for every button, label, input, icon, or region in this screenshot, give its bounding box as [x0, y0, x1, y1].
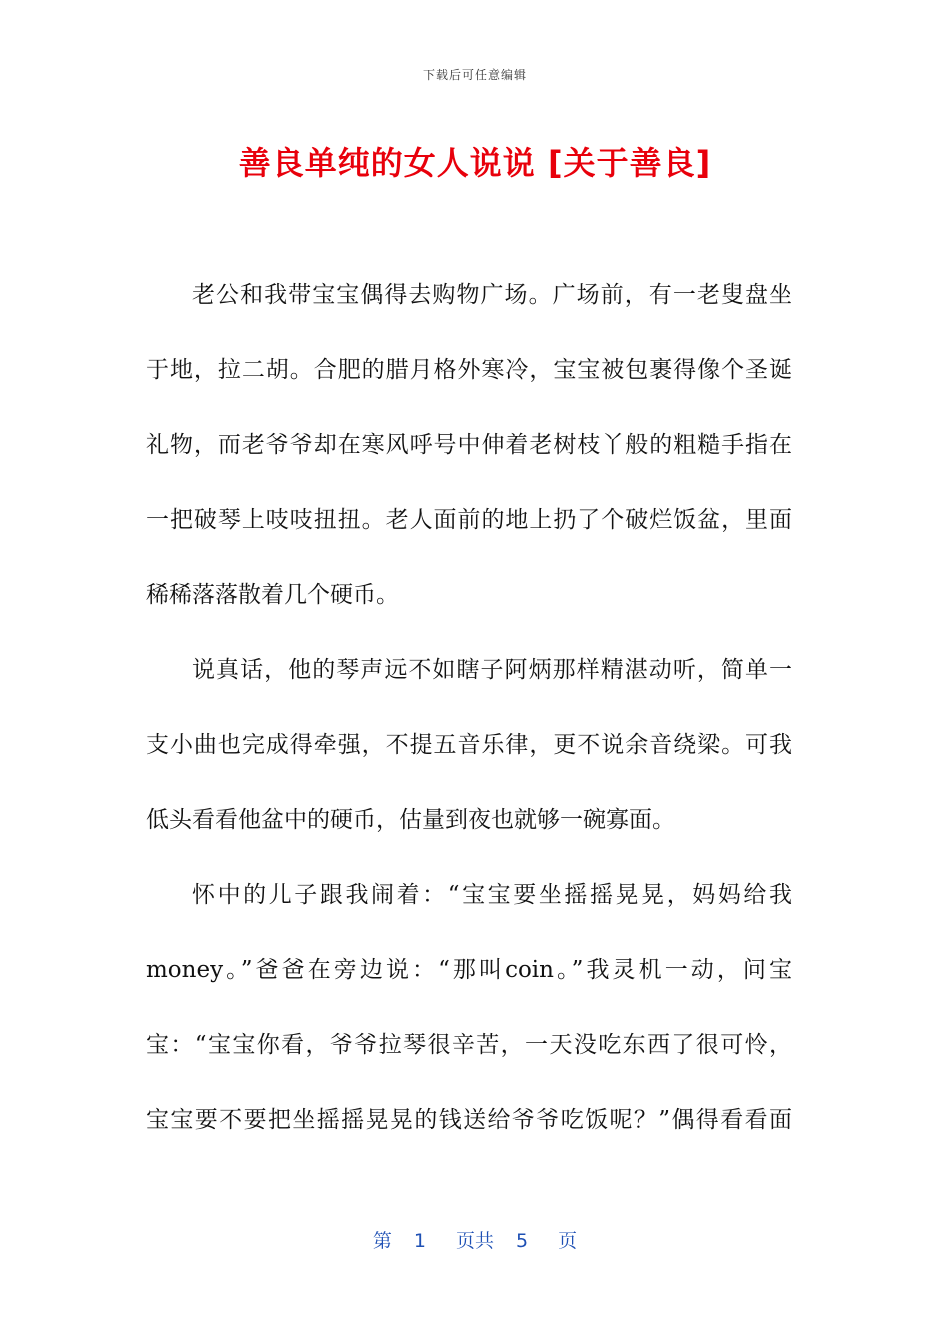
paragraph-3-line-4: 宝宝要不要把坐摇摇晃晃的钱送给爷爷吃饭呢？”偶得看看面: [146, 1107, 792, 1133]
page-footer: [0, 1226, 950, 1253]
document-body: [146, 258, 792, 1158]
paragraph-1-line-2: 于地，拉二胡。合肥的腊月格外寒冷，宝宝被包裹得像个圣诞: [146, 357, 792, 383]
paragraph-1-line-3: 礼物，而老爷爷却在寒风呼号中伸着老树枝丫般的粗糙手指在: [146, 432, 792, 458]
paragraph-3-line-1: 怀中的儿子跟我闹着：“宝宝要坐摇摇晃晃，妈妈给我: [192, 882, 792, 908]
paragraph-3-line-2: money。”爸爸在旁边说：“那叫coin。”我灵机一动，问宝: [146, 957, 792, 983]
paragraph-1-line-1: 老公和我带宝宝偶得去购物广场。广场前，有一老叟盘坐: [192, 282, 792, 308]
paragraph-2-line-2: 支小曲也完成得牵强，不提五音乐律，更不说余音绕梁。可我: [146, 732, 792, 758]
paragraph-3-line-3: 宝：“宝宝你看，爷爷拉琴很辛苦，一天没吃东西了很可怜，: [146, 1032, 792, 1058]
footer-total-pages: 5: [516, 1230, 529, 1252]
page-header-note: 下载后可任意编辑: [422, 68, 527, 82]
footer-page-number: 1: [413, 1230, 426, 1252]
paragraph-1-line-4: 一把破琴上吱吱扭扭。老人面前的地上扔了个破烂饭盆，里面: [146, 507, 792, 533]
footer-page-suffix: 页: [558, 1230, 578, 1252]
paragraph-2-line-1: 说真话，他的琴声远不如瞎子阿炳那样精湛动听，简单一: [192, 657, 792, 683]
paragraph-2-line-3: 低头看看他盆中的硬币，估量到夜也就够一碗寡面。: [146, 807, 675, 833]
document-title: 善良单纯的女人说说 [关于善良]: [238, 144, 712, 182]
footer-page-prefix: 第: [372, 1230, 392, 1252]
footer-page-middle: 页共: [455, 1230, 494, 1252]
paragraph-1-line-5: 稀稀落落散着几个硬币。: [146, 582, 399, 608]
